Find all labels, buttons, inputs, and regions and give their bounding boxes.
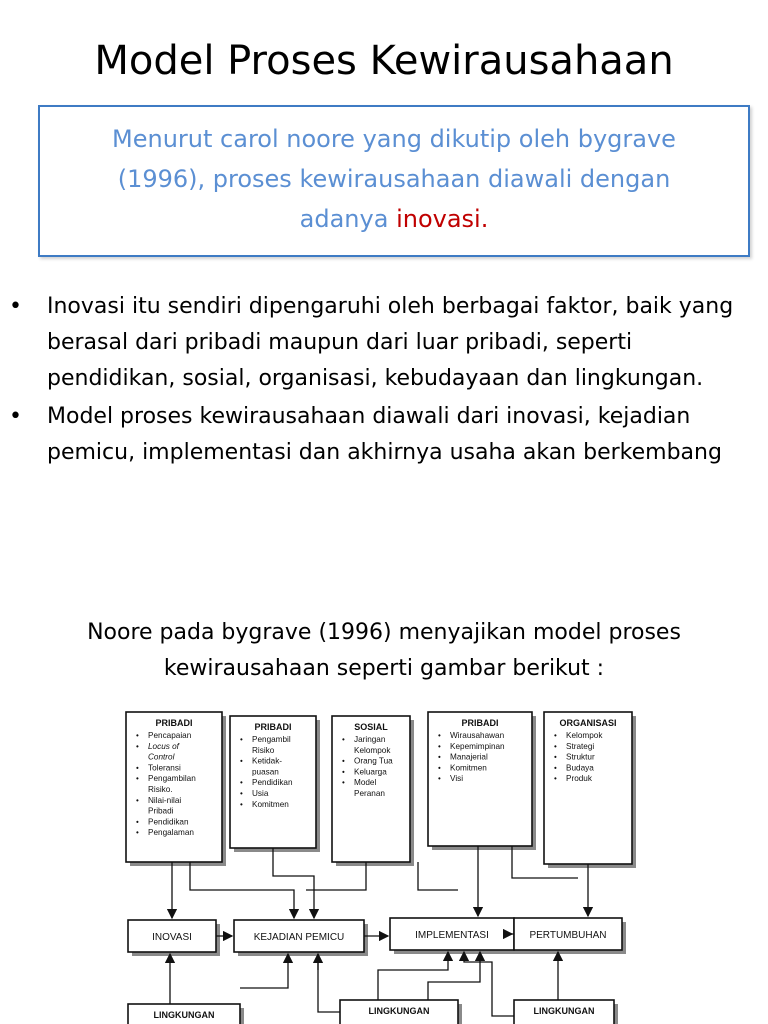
factor-box-title: ORGANISASI — [559, 718, 617, 728]
factor-item: Struktur — [566, 752, 595, 762]
bullet-icon: • — [240, 799, 243, 809]
quote-box — [38, 105, 750, 257]
connector-arrow — [428, 952, 480, 1000]
connector-arrow — [190, 862, 294, 918]
environment-title: LINGKUNGAN — [368, 1006, 430, 1016]
factor-item: Komitmen — [450, 763, 487, 773]
bullet-text: Inovasi itu sendiri dipengaruhi oleh berbagai faktor, baik yang berasal dari pribadi maupun dari luar pribadi, seperti pendidikan, sosial, organisasi, kebudayaan dan lingkungan. — [47, 294, 734, 391]
bullet-icon: • — [438, 763, 441, 773]
bullet-text: Model proses kewirausahaan diawali dari inovasi, kejadian pemicu, implementasi dan akhirnya usaha akan berkembang — [47, 404, 722, 465]
stage-label: PERTUMBUHAN — [529, 930, 607, 941]
bullet-dot-icon: • — [9, 404, 22, 429]
process-model-diagram — [118, 700, 648, 1024]
environment-title: LINGKUNGAN — [533, 1006, 595, 1016]
factor-item: Kelompok — [566, 731, 603, 740]
factor-item: Strategi — [566, 741, 595, 751]
quote-highlight: inovasi. — [396, 205, 489, 233]
bullet-icon: • — [438, 741, 441, 751]
factor-item: Wirausahawan — [450, 731, 505, 740]
factor-item: Pencapaian — [148, 731, 192, 740]
factor-box-title: SOSIAL — [354, 722, 388, 732]
diagram-caption — [0, 615, 768, 687]
connector-arrow — [418, 862, 458, 890]
factor-item: Kelompok — [354, 745, 391, 755]
factor-item: Pengambilan — [148, 774, 196, 784]
factor-item: Kepemimpinan — [450, 741, 505, 751]
factor-item: Usia — [252, 789, 269, 798]
factor-item: Pengambil — [252, 735, 291, 744]
factor-item: Pribadi — [148, 806, 174, 816]
stage-label: KEJADIAN PEMICU — [253, 932, 345, 943]
bullet-icon: • — [554, 774, 557, 784]
factor-item: Visi — [450, 774, 464, 784]
bullet-icon: • — [342, 735, 345, 744]
environment-title: LINGKUNGAN — [153, 1010, 215, 1020]
bullet-icon: • — [438, 731, 441, 740]
factor-item: Pengalaman — [148, 828, 194, 838]
connector-arrow — [464, 952, 514, 1016]
connector-arrow — [240, 954, 288, 988]
bullet-icon: • — [554, 763, 557, 773]
quote-line-1: Menurut carol noore yang dikutip oleh bygrave — [112, 125, 676, 153]
factor-item: Locus of — [148, 741, 179, 751]
bullet-icon: • — [554, 752, 557, 762]
connector-arrow — [378, 952, 448, 1000]
factor-item: Jaringan — [354, 735, 386, 744]
bullet-icon: • — [136, 828, 139, 838]
bullet-item — [0, 289, 768, 397]
caption-line-2: kewirausahaan seperti gambar berikut : — [163, 656, 605, 681]
bullet-icon: • — [342, 778, 345, 788]
factor-item: Budaya — [566, 763, 594, 773]
factor-item: Manajerial — [450, 752, 488, 762]
bullet-icon: • — [240, 735, 243, 744]
factor-item: Peranan — [354, 789, 385, 798]
bullet-icon: • — [554, 731, 557, 740]
bullet-icon: • — [240, 778, 243, 788]
bullet-icon: • — [438, 774, 441, 784]
factor-box-title: PRIBADI — [254, 722, 292, 732]
factor-box-title: PRIBADI — [155, 718, 193, 728]
bullet-icon: • — [342, 767, 345, 777]
bullet-icon: • — [136, 817, 139, 827]
factor-item: Komitmen — [252, 799, 289, 809]
factor-item: Toleransi — [148, 763, 181, 773]
bullet-icon: • — [342, 756, 345, 766]
factor-item: Control — [148, 752, 175, 762]
connector-arrow — [306, 862, 366, 890]
bullet-dot-icon: • — [9, 294, 22, 319]
factor-item: Ketidak- — [252, 756, 283, 766]
factor-item: Pendidikan — [148, 817, 189, 827]
bullet-icon: • — [554, 741, 557, 751]
stage-label: IMPLEMENTASI — [415, 930, 489, 941]
stage-label: INOVASI — [152, 932, 192, 943]
bullet-icon: • — [136, 763, 139, 773]
bullet-icon: • — [136, 795, 139, 805]
factor-item: Model — [354, 778, 377, 788]
bullet-icon: • — [240, 789, 243, 798]
quote-line-3-lead: adanya — [299, 205, 397, 233]
factor-box-title: PRIBADI — [461, 718, 499, 728]
bullet-icon: • — [240, 756, 243, 766]
bullet-icon: • — [136, 774, 139, 784]
bullet-icon: • — [438, 752, 441, 762]
factor-item: Risiko. — [148, 785, 173, 794]
factor-item: Risiko — [252, 745, 275, 755]
factor-item: Keluarga — [354, 767, 387, 777]
slide-title: Model Proses Kewirausahaan — [94, 38, 674, 84]
factor-item: Orang Tua — [354, 756, 393, 766]
factor-item: Nilai-nilai — [148, 795, 182, 805]
factor-item: Produk — [566, 774, 592, 784]
factor-item: Pendidikan — [252, 778, 293, 788]
factor-item: puasan — [252, 767, 279, 777]
quote-text — [40, 107, 748, 239]
quote-line-2: (1996), proses kewirausahaan diawali dengan — [117, 165, 671, 193]
connector-arrow — [318, 954, 340, 1012]
bullet-item — [0, 399, 768, 471]
bullet-list — [0, 289, 768, 473]
bullet-icon: • — [136, 731, 139, 740]
bullet-icon: • — [136, 741, 139, 751]
caption-line-1: Noore pada bygrave (1996) menyajikan model proses — [87, 620, 681, 645]
